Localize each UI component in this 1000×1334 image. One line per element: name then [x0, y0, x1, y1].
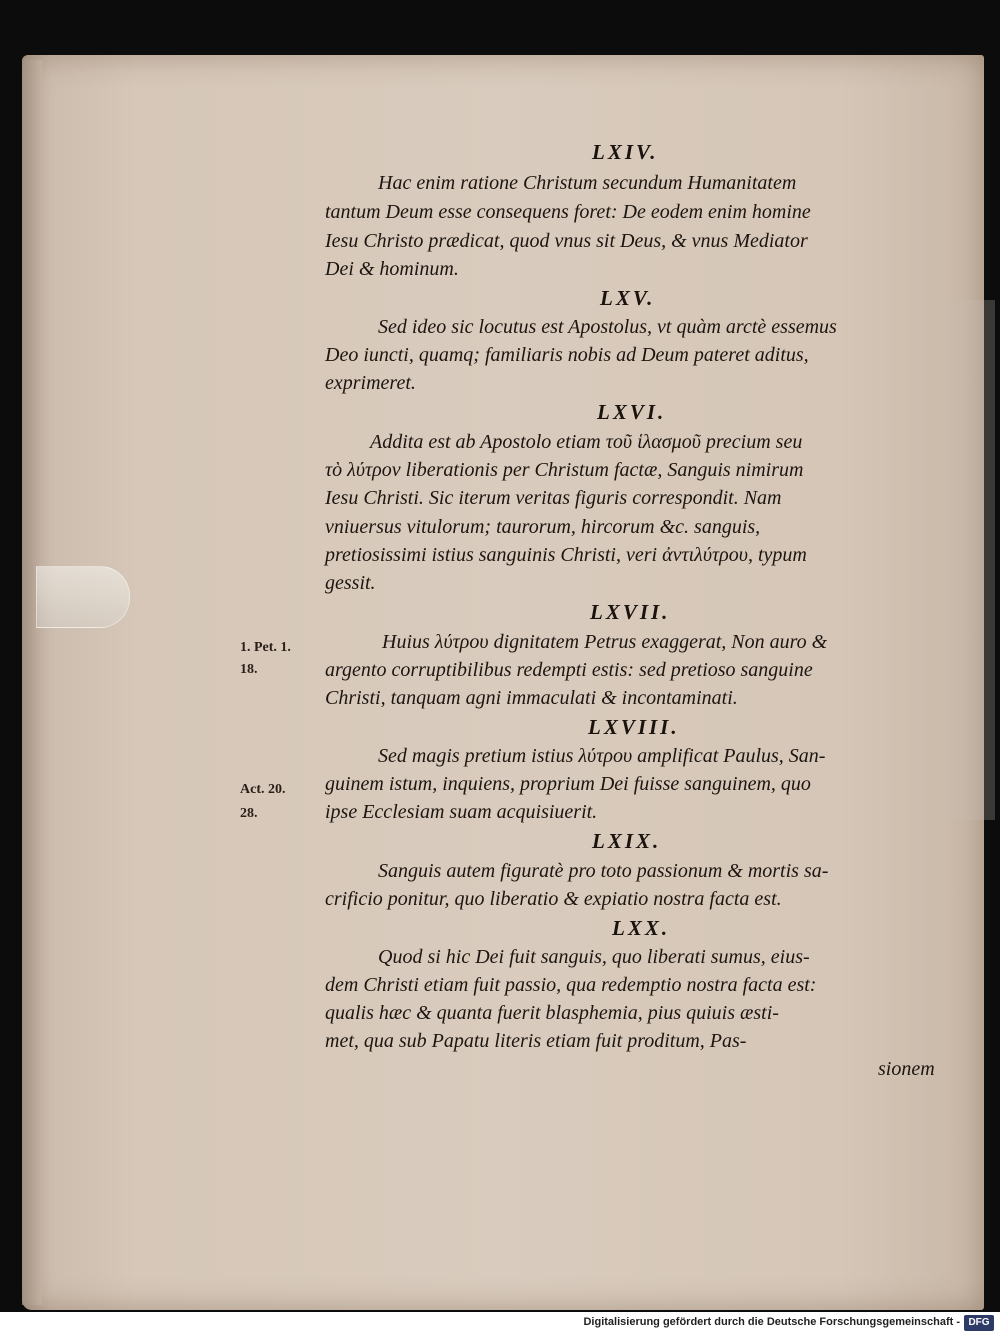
- footer-bar: [0, 1312, 1000, 1334]
- text-line: Dei & hominum.: [325, 258, 459, 280]
- text-line: tantum Deum esse consequens foret: De eodem enim homine: [325, 201, 811, 223]
- section-heading: LXIV.: [592, 140, 659, 164]
- margin-note-reference: Act. 20.: [240, 782, 286, 797]
- text-line: Christi, tanquam agni immaculati & incontaminati.: [325, 687, 738, 709]
- text-line: τὸ λύτρον liberationis per Christum factæ, Sanguis nimirum: [325, 459, 804, 481]
- funding-credit: Digitalisierung gefördert durch die Deutsche Forschungsgemeinschaft -: [583, 1316, 960, 1328]
- margin-note-reference: 1. Pet. 1.: [240, 640, 291, 655]
- text-line: Sanguis autem figuratè pro toto passionum & mortis sa-: [378, 860, 829, 882]
- text-line: dem Christi etiam fuit passio, qua redemptio nostra facta est:: [325, 974, 817, 996]
- page-binding-edge: [22, 60, 42, 1305]
- text-line: Iesu Christi. Sic iterum veritas figuris correspondit. Nam: [325, 487, 782, 509]
- section-heading: LXIX.: [592, 829, 662, 853]
- catchword: sionem: [878, 1058, 935, 1080]
- margin-note-reference: 28.: [240, 806, 258, 821]
- text-line: qualis hæc & quanta fuerit blasphemia, pius quiuis æsti-: [325, 1002, 779, 1024]
- text-line: met, qua sub Papatu literis etiam fuit proditum, Pas-: [325, 1030, 747, 1052]
- text-line: crificio ponitur, quo liberatio & expiatio nostra facta est.: [325, 888, 782, 910]
- text-line: Addita est ab Apostolo etiam τοῦ ἱλασμοῦ precium seu: [370, 431, 803, 453]
- text-line: Deo iuncti, quamq; familiaris nobis ad Deum pateret aditus,: [325, 344, 809, 366]
- section-heading: LXVIII.: [588, 715, 680, 739]
- facing-page-shadow: [955, 300, 995, 820]
- text-line: gessit.: [325, 572, 376, 594]
- text-line: Huius λύτρου dignitatem Petrus exaggerat, Non auro &: [382, 631, 828, 653]
- section-heading: LXVII.: [590, 600, 671, 624]
- text-line: exprimeret.: [325, 372, 416, 394]
- text-line: Hac enim ratione Christum secundum Humanitatem: [378, 172, 797, 194]
- text-line: pretiosissimi istius sanguinis Christi, veri ἀντιλύτρου, typum: [325, 544, 807, 566]
- page-marker-tab: [36, 566, 130, 628]
- section-heading: LXVI.: [597, 400, 667, 424]
- section-heading: LXX.: [612, 916, 671, 940]
- text-line: Sed magis pretium istius λύτρου amplificat Paulus, San-: [378, 745, 826, 767]
- dfg-logo: DFG: [964, 1315, 994, 1331]
- text-line: Quod si hic Dei fuit sanguis, quo liberati sumus, eius-: [378, 946, 810, 968]
- margin-note-reference: 18.: [240, 662, 258, 677]
- text-line: ipse Ecclesiam suam acquisiuerit.: [325, 801, 598, 823]
- text-line: Sed ideo sic locutus est Apostolus, vt quàm arctè essemus: [378, 316, 837, 338]
- text-line: argento corruptibilibus redempti estis: sed pretioso sanguine: [325, 659, 813, 681]
- text-line: guinem istum, inquiens, proprium Dei fuisse sanguinem, quo: [325, 773, 811, 795]
- section-heading: LXV.: [600, 286, 656, 310]
- text-line: Iesu Christo prædicat, quod vnus sit Deus, & vnus Mediator: [325, 230, 808, 252]
- text-line: vniuersus vitulorum; taurorum, hircorum &c. sanguis,: [325, 516, 761, 538]
